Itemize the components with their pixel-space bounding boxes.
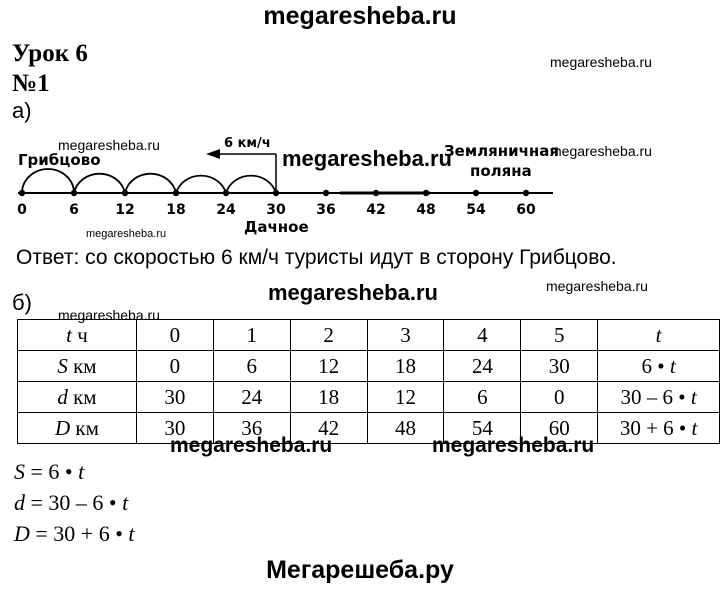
table-cell: 24 [213, 382, 290, 413]
formula-d: d = 30 – 6 • t [14, 490, 129, 515]
watermark: megaresheba.ru [268, 280, 438, 305]
tick-label: 12 [115, 202, 135, 218]
tick-dot [173, 190, 179, 196]
table-formula-cell: 30 + 6 • t [598, 413, 720, 444]
table-cell: 48 [367, 413, 444, 444]
watermark: megaresheba.ru [86, 228, 167, 240]
row-header: t ч [18, 320, 137, 351]
row-header: d км [18, 382, 137, 413]
number-line-arcs [22, 169, 276, 193]
watermark: megaresheba.ru [432, 434, 595, 457]
tick-label: 18 [166, 202, 186, 218]
site-footer: Мегарешеба.ру [266, 556, 454, 584]
tick-dot [71, 190, 77, 196]
tick-label: 0 [17, 202, 27, 218]
table-cell: 18 [290, 382, 367, 413]
watermark: megaresheba.ru [58, 137, 160, 153]
table-cell: 5 [521, 320, 598, 351]
tick-label: 42 [366, 202, 386, 218]
table-cell: 12 [367, 382, 444, 413]
task-number: №1 [12, 70, 50, 97]
table-cell: 30 [136, 382, 213, 413]
tick-dot [273, 190, 279, 196]
formula-s: S = 6 • t [14, 459, 85, 484]
place-label-right-2: поляна [470, 162, 532, 180]
tick-dot [323, 190, 329, 196]
arc-6-12 [74, 174, 125, 193]
place-label-middle: Дачное [244, 218, 309, 236]
row-header: D км [18, 413, 137, 444]
lesson-title: Урок 6 [12, 40, 88, 67]
table-cell: 36 [213, 413, 290, 444]
row-header: S км [18, 351, 137, 382]
table-cell: 18 [367, 351, 444, 382]
arc-24-30 [226, 176, 276, 193]
tick-dot [223, 190, 229, 196]
table-row [18, 413, 720, 444]
watermark: megaresheba.ru [546, 278, 648, 294]
formula-big-d: D = 30 + 6 • t [14, 521, 135, 546]
tick-dot [473, 190, 479, 196]
answer-text: Ответ: со скоростью 6 км/ч туристы идут в сторону Грибцово. [16, 246, 617, 269]
table-cell: 0 [136, 351, 213, 382]
tick-label: 48 [416, 202, 436, 218]
watermark: megaresheba.ru [550, 54, 652, 70]
table-formula-cell: t [598, 320, 720, 351]
table-formula-cell: 6 • t [598, 351, 720, 382]
table-cell: 30 [136, 413, 213, 444]
arc-0-6 [22, 169, 74, 193]
tick-dot [19, 190, 25, 196]
table-cell: 12 [290, 351, 367, 382]
part-a-label: а) [12, 98, 32, 123]
table-cell: 0 [136, 320, 213, 351]
watermark: megaresheba.ru [170, 434, 333, 457]
tick-label: 36 [316, 202, 336, 218]
table-cell: 24 [444, 351, 521, 382]
tick-label: 24 [216, 202, 236, 218]
table-cell: 6 [213, 351, 290, 382]
table-cell: 30 [521, 351, 598, 382]
table-cell: 42 [290, 413, 367, 444]
table-row [18, 351, 720, 382]
table-formula-cell: 30 – 6 • t [598, 382, 720, 413]
tick-label: 54 [466, 202, 486, 218]
table-cell: 54 [444, 413, 521, 444]
site-header: megaresheba.ru [263, 2, 457, 30]
place-label-left: Грибцово [18, 151, 101, 169]
table-cell: 0 [521, 382, 598, 413]
table-cell: 2 [290, 320, 367, 351]
watermark: megaresheba.ru [550, 143, 652, 159]
watermark: megaresheba.ru [58, 307, 160, 323]
table-cell: 60 [521, 413, 598, 444]
table-cell: 3 [367, 320, 444, 351]
watermark: megaresheba.ru [282, 146, 452, 171]
arrow-left-icon [206, 149, 220, 159]
values-table [17, 319, 720, 444]
table-cell: 6 [444, 382, 521, 413]
speed-label: 6 км/ч [224, 136, 271, 151]
arc-18-24 [176, 176, 226, 193]
place-label-right-1: Земляничная [444, 142, 559, 160]
tick-dot [423, 190, 429, 196]
arc-12-18 [125, 174, 176, 193]
tick-label: 6 [69, 202, 79, 218]
table-row [18, 320, 720, 351]
table-cell: 1 [213, 320, 290, 351]
tick-dot [373, 190, 379, 196]
tick-label: 60 [516, 202, 536, 218]
tick-dot [523, 190, 529, 196]
part-b-label: б) [12, 290, 32, 315]
number-line-diagram [0, 120, 720, 245]
table-row [18, 382, 720, 413]
table-cell: 4 [444, 320, 521, 351]
tick-label: 30 [266, 202, 286, 218]
tick-dot [122, 190, 128, 196]
